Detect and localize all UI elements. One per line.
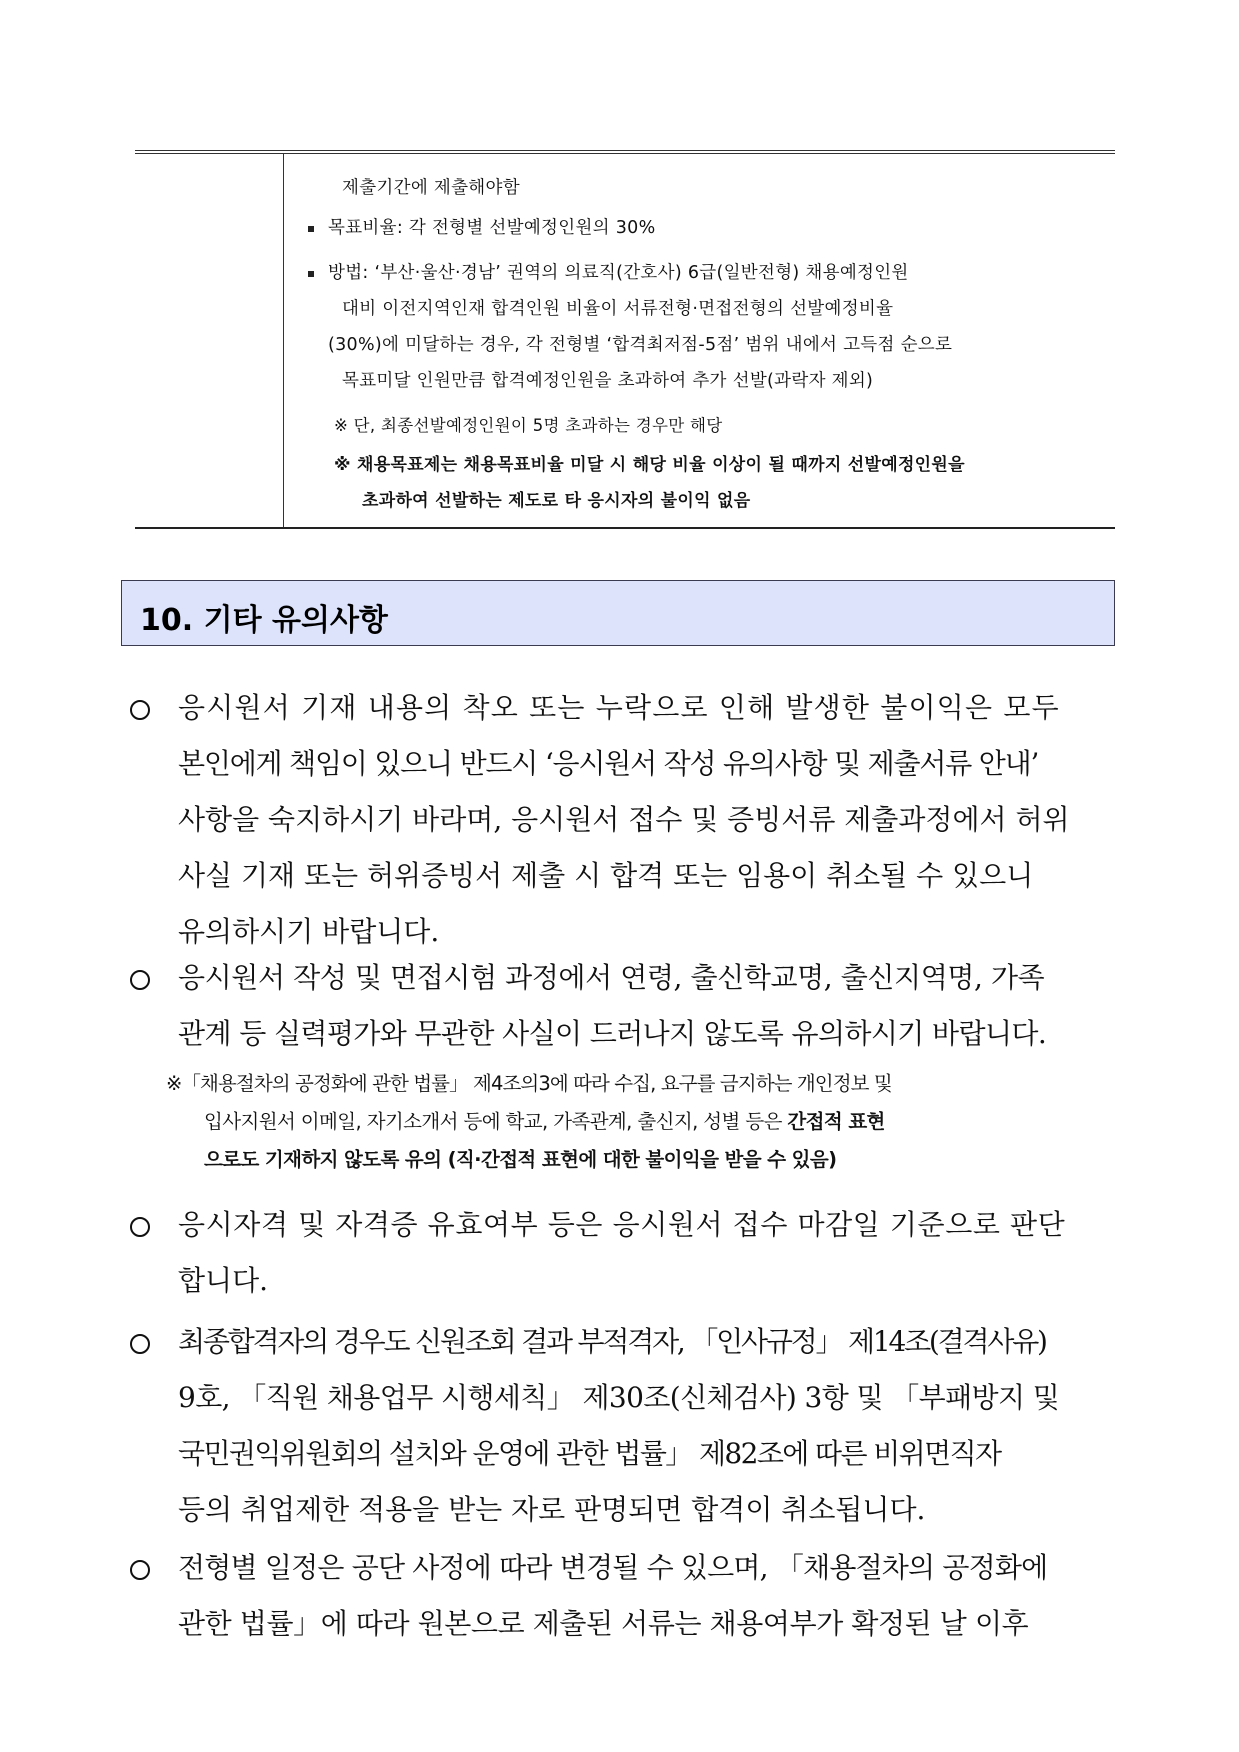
circle-bullet-icon <box>130 1217 150 1237</box>
circle-bullet-icon <box>130 970 150 990</box>
table-line: 제출기간에 제출해야함 <box>342 178 520 198</box>
paragraph-line: 응시원서 작성 및 면접시험 과정에서 연령, 출신학교명, 출신지역명, 가족 <box>178 961 1045 994</box>
table-note: ※ 단, 최종선발예정인원이 5명 초과하는 경우만 해당 <box>334 416 723 435</box>
paragraph-line: 사항을 숙지하시기 바라며, 응시원서 접수 및 증빙서류 제출과정에서 허위 <box>178 803 1070 836</box>
circle-bullet-icon <box>130 1334 150 1354</box>
table-line: 목표미달 인원만큼 합격예정인원을 초과하여 추가 선발(과락자 제외) <box>342 371 874 391</box>
table-line: 대비 이전지역인재 합격인원 비율이 서류전형·면접전형의 선발예정비율 <box>342 299 894 319</box>
table-line: (30%)에 미달하는 경우, 각 전형별 ‘합격최저점-5점’ 범위 내에서 고득점 순으로 <box>328 335 953 355</box>
note-line: ※「채용절차의 공정화에 관한 법률」 제4조의3에 따라 수집, 요구를 금지하는 개인정보 및 <box>166 1072 892 1095</box>
circle-bullet-icon <box>130 700 150 720</box>
bullet-square-icon <box>308 226 314 232</box>
table-content-column <box>284 154 1115 527</box>
note-line <box>204 1106 885 1134</box>
paragraph-line: 9호, 「직원 채용업무 시행세칙」 제30조(신체검사) 3항 및 「부패방지 및 <box>178 1381 1060 1414</box>
paragraph-line: 등의 취업제한 적용을 받는 자로 판명되면 합격이 취소됩니다. <box>178 1493 926 1526</box>
paragraph-line: 응시자격 및 자격증 유효여부 등은 응시원서 접수 마감일 기준으로 판단 <box>178 1208 1066 1241</box>
paragraph-line: 전형별 일정은 공단 사정에 따라 변경될 수 있으며, 「채용절차의 공정화에 <box>178 1551 1048 1584</box>
circle-bullet-icon <box>130 1560 150 1580</box>
paragraph-line: 사실 기재 또는 허위증빙서 제출 시 합격 또는 임용이 취소될 수 있으니 <box>178 859 1034 892</box>
paragraph-line: 합니다. <box>178 1264 269 1297</box>
paragraph-line: 유의하시기 바랍니다. <box>178 915 440 948</box>
section-title: 10. 기타 유의사항 <box>140 603 388 638</box>
note-line-bold: 간접적 표현 <box>787 1110 885 1133</box>
table-line: 방법: ‘부산·울산·경남’ 권역의 의료직(간호사) 6급(일반전형) 채용예정인원 <box>328 263 909 283</box>
paragraph-line: 본인에게 책임이 있으니 반드시 ‘응시원서 작성 유의사항 및 제출서류 안내’ <box>178 747 1039 780</box>
bullet-square-icon <box>308 271 314 277</box>
table-label-column <box>135 154 284 527</box>
section-header <box>121 580 1115 646</box>
table-line: 목표비율: 각 전형별 선발예정인원의 30% <box>328 218 656 238</box>
paragraph-line: 관계 등 실력평가와 무관한 사실이 드러나지 않도록 유의하시기 바랍니다. <box>178 1017 1047 1050</box>
paragraph-line: 관한 법률」에 따라 원본으로 제출된 서류는 채용여부가 확정된 날 이후 <box>178 1607 1029 1640</box>
paragraph-line: 최종합격자의 경우도 신원조회 결과 부적격자, 「인사규정」 제14조(결격사유) <box>178 1325 1046 1358</box>
paragraph-line: 국민권익위원회의 설치와 운영에 관한 법률」 제82조에 따른 비위면직자 <box>178 1437 1001 1470</box>
table-note-bold: 초과하여 선발하는 제도로 타 응시자의 불이익 없음 <box>362 491 751 511</box>
criteria-table <box>135 150 1115 529</box>
paragraph-line: 응시원서 기재 내용의 착오 또는 누락으로 인해 발생한 불이익은 모두 <box>178 691 1060 724</box>
note-line-bold: 으로도 기재하지 않도록 유의 (직·간접적 표현에 대한 불이익을 받을 수 있음) <box>204 1148 837 1171</box>
note-line-plain: 입사지원서 이메일, 자기소개서 등에 학교, 가족관계, 출신지, 성별 등은 <box>204 1110 788 1133</box>
table-note-bold: ※ 채용목표제는 채용목표비율 미달 시 해당 비율 이상이 될 때까지 선발예정인원을 <box>334 455 965 475</box>
